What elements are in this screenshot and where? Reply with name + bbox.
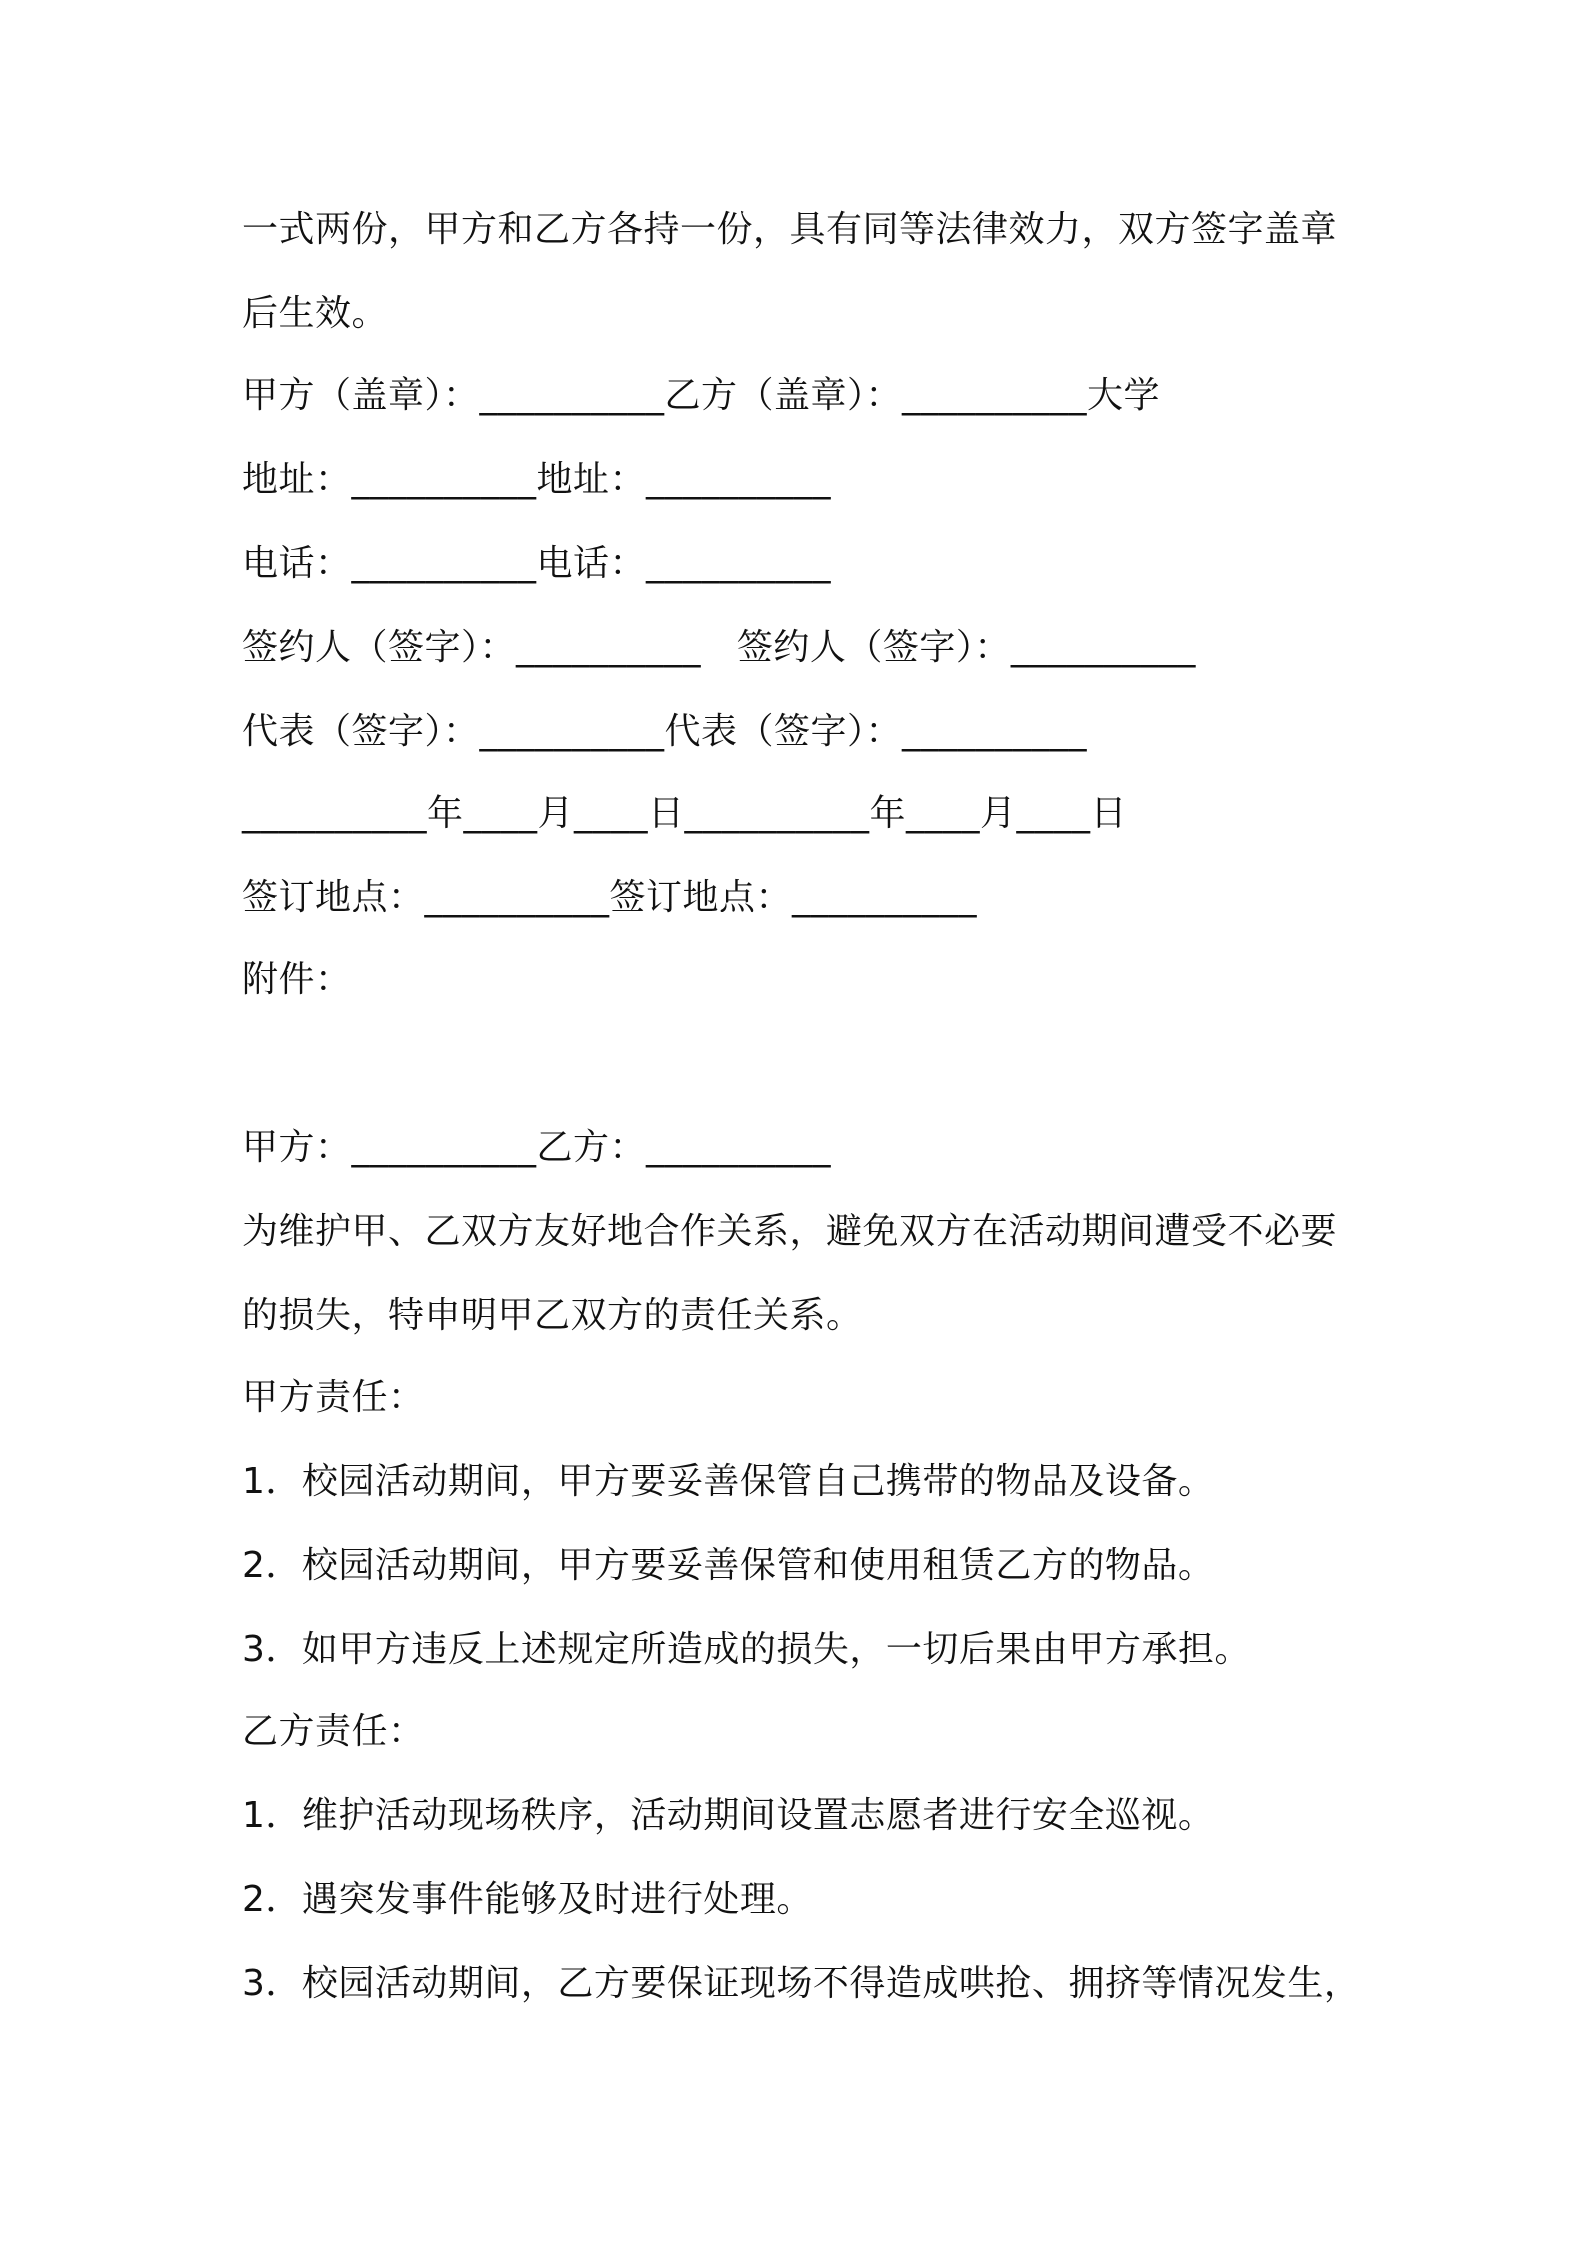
- form-line-representative: 代表（签字）：__________代表（签字）：__________: [242, 711, 1088, 752]
- section-heading-party-a: 甲方责任：: [242, 1377, 425, 1418]
- paragraph-line: 的损失，特申明甲乙双方的责任关系。: [242, 1295, 863, 1336]
- list-item: 2．校园活动期间，甲方要妥善保管和使用租赁乙方的物品。: [242, 1545, 1215, 1586]
- paragraph-line: 后生效。: [242, 293, 389, 334]
- form-line-date: __________年____月____日__________年____月____日: [242, 793, 1127, 834]
- list-item: 1．校园活动期间，甲方要妥善保管自己携带的物品及设备。: [242, 1461, 1215, 1502]
- form-line-location: 签订地点：__________签订地点：__________: [242, 877, 978, 918]
- attachment-heading: 附件：: [242, 959, 352, 1000]
- section-heading-party-b: 乙方责任：: [242, 1711, 425, 1752]
- list-item: 3．校园活动期间，乙方要保证现场不得造成哄抢、拥挤等情况发生，: [242, 1963, 1361, 2004]
- form-line-address: 地址：__________地址：__________: [242, 459, 832, 500]
- form-line-seal: 甲方（盖章）：__________乙方（盖章）：__________大学: [242, 375, 1161, 416]
- form-line-phone: 电话：__________电话：__________: [242, 543, 832, 584]
- list-item: 3．如甲方违反上述规定所造成的损失，一切后果由甲方承担。: [242, 1629, 1251, 1670]
- paragraph-line: 为维护甲、乙双方友好地合作关系，避免双方在活动期间遭受不必要: [242, 1211, 1338, 1252]
- list-item: 1．维护活动现场秩序，活动期间设置志愿者进行安全巡视。: [242, 1795, 1215, 1836]
- list-item: 2．遇突发事件能够及时进行处理。: [242, 1879, 813, 1920]
- form-line-signatory: 签约人（签字）：__________ 签约人（签字）：__________: [242, 627, 1196, 668]
- paragraph-line: 一式两份，甲方和乙方各持一份，具有同等法律效力，双方签字盖章: [242, 209, 1338, 250]
- form-line-parties: 甲方：__________乙方：__________: [242, 1127, 832, 1168]
